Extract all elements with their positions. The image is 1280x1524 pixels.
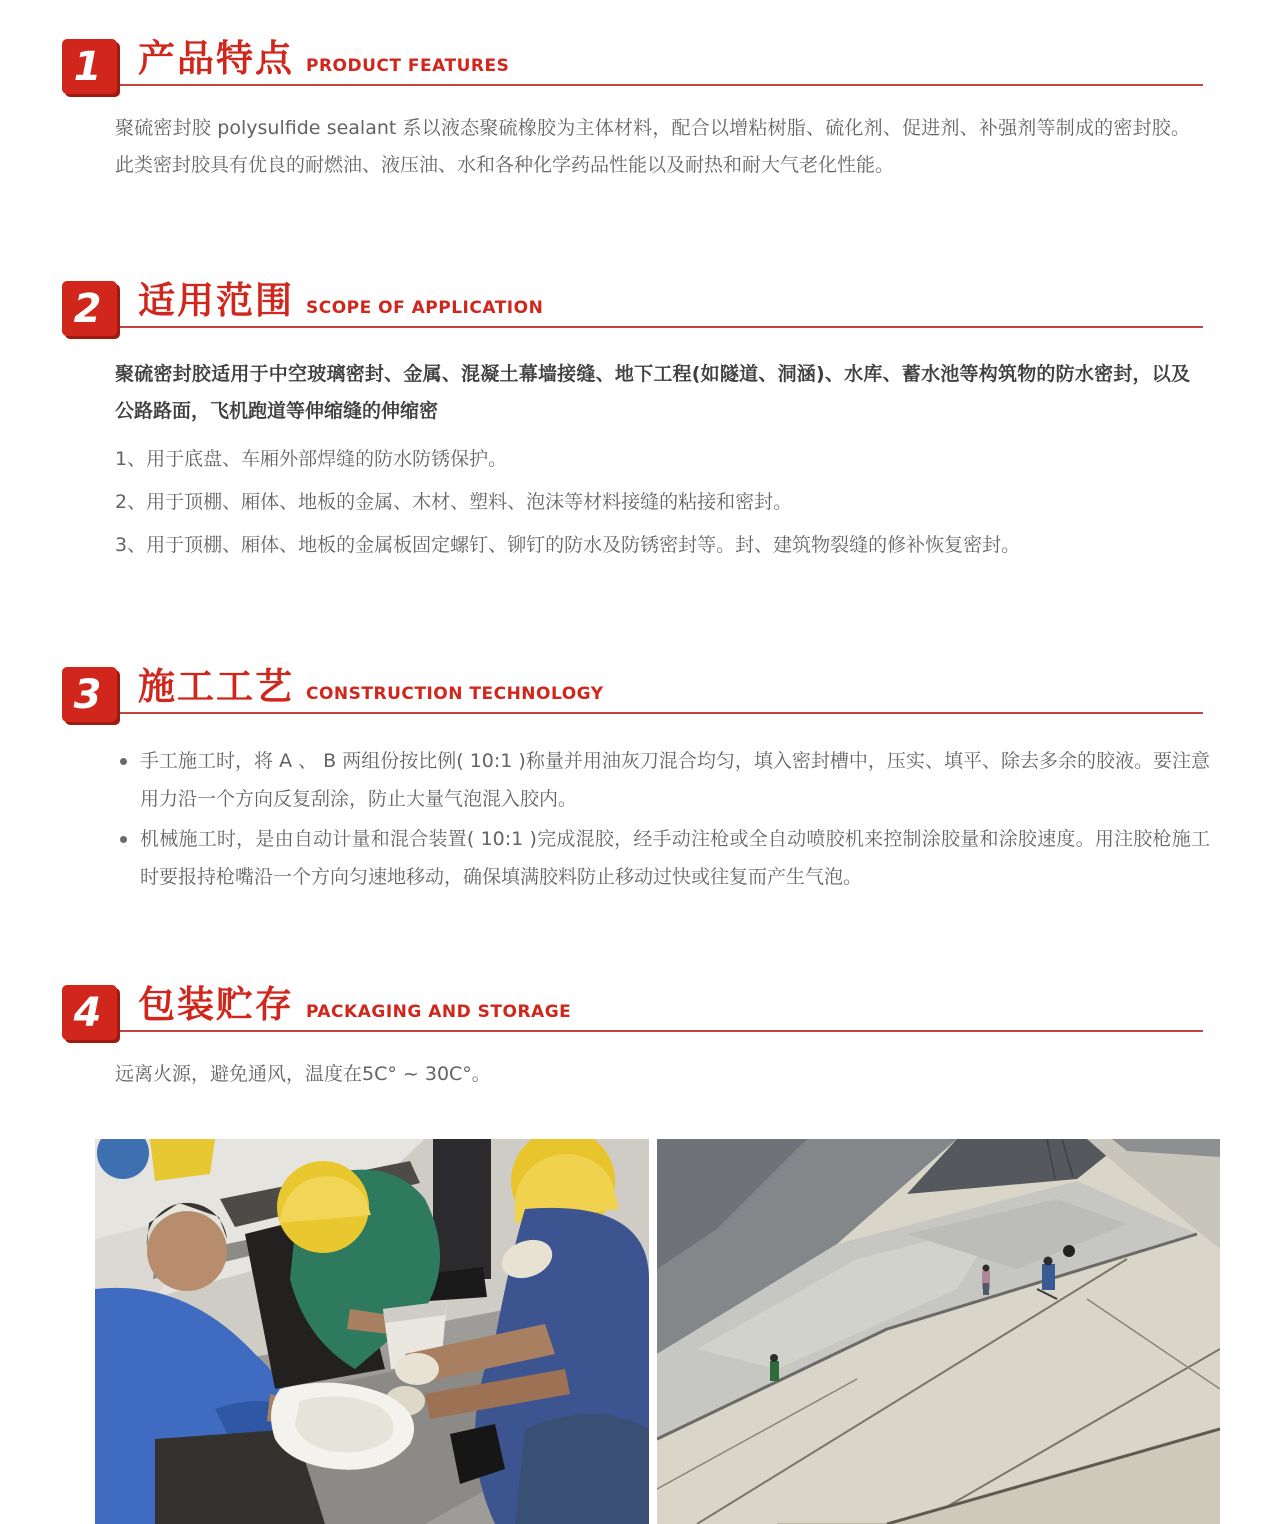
workers-mixing-sealant-illustration — [95, 1139, 649, 1524]
scope-list-item: 2、用于顶棚、厢体、地板的金属、木材、塑料、泡沫等材料接缝的粘接和密封。 — [115, 491, 793, 513]
section-2-title-en: SCOPE OF APPLICATION — [306, 298, 544, 318]
section-4-title-en: PACKAGING AND STORAGE — [306, 1002, 572, 1022]
section-3-title-cn: 施工工艺 — [138, 665, 294, 708]
photo-row — [95, 1139, 1220, 1524]
scope-lead-paragraph: 聚硫密封胶适用于中空玻璃密封、金属、混凝土幕墙接缝、地下工程(如隧道、洞涵)、水库、蓄水池等构筑物的防水密封，以及公路路面，飞机跑道等伸缩缝的伸缩密 — [115, 363, 1190, 422]
photo-workers-mixing-sealant — [95, 1139, 649, 1524]
dam-slope-illustration — [657, 1139, 1220, 1524]
scope-list-item: 3、用于顶棚、厢体、地板的金属板固定螺钉、铆钉的防水及防锈密封等。封、建筑物裂缝的修补恢复密封。 — [115, 534, 1021, 556]
section-3-rule — [62, 712, 1203, 714]
section-2-number: 2 — [73, 285, 102, 332]
section-3-number: 3 — [73, 671, 102, 718]
worker-figure-green — [770, 1354, 779, 1381]
section-2-rule — [62, 326, 1203, 328]
section-3-number-badge — [62, 667, 117, 722]
scope-numbered-list — [115, 444, 1190, 560]
section-2-number-badge — [62, 281, 117, 336]
section-4-number: 4 — [73, 989, 102, 1036]
worker-figure-pink — [982, 1265, 990, 1296]
product-features-paragraph: 聚硫密封胶 polysulfide sealant 系以液态聚硫橡胶为主体材料，配合以增粘树脂、硫化剂、促进剂、补强剂等制成的密封胶。此类密封胶具有优良的耐燃油、液压油、水和各种化学药品性能以及耐热和耐大气老化性能。 — [115, 117, 1190, 176]
scope-list-item: 1、用于底盘、车厢外部焊缝的防水防锈保护。 — [115, 448, 508, 470]
section-3-header — [62, 664, 1215, 724]
section-1-header — [62, 36, 1215, 96]
construction-bullet-item: 手工施工时，将 A 、 B 两组份按比例( 10:1 )称量并用油灰刀混合均匀，填入密封槽中，压实、填平、除去多余的胶液。要注意用力沿一个方向反复刮涂，防止大量气泡混入胶内。 — [118, 742, 1210, 818]
section-4-title-cn: 包装贮存 — [138, 983, 294, 1026]
section-4-number-badge — [62, 985, 117, 1040]
section-2-header — [62, 278, 1215, 338]
section-1-number-badge — [62, 39, 117, 94]
section-4-rule — [62, 1030, 1203, 1032]
storage-paragraph: 远离火源，避免通风，温度在5C° ~ 30C°。 — [115, 1063, 491, 1085]
section-3-title-en: CONSTRUCTION TECHNOLOGY — [306, 684, 604, 704]
photo-dam-slope-sealing — [657, 1139, 1220, 1524]
section-2-title-cn: 适用范围 — [138, 279, 294, 322]
section-1-title-en: PRODUCT FEATURES — [306, 56, 510, 76]
construction-bullet-list — [118, 742, 1210, 896]
section-4-header — [62, 982, 1215, 1042]
section-1-title-cn: 产品特点 — [138, 37, 294, 80]
section-1-rule — [62, 84, 1203, 86]
construction-bullet-item: 机械施工时，是由自动计量和混合装置( 10:1 )完成混胶，经手动注枪或全自动喷胶机来控制涂胶量和涂胶速度。用注胶枪施工时要报持枪嘴沿一个方向匀速地移动，确保填满胶料防止移动过快或往复而产生气泡。 — [118, 820, 1210, 896]
section-1-number: 1 — [73, 43, 102, 90]
